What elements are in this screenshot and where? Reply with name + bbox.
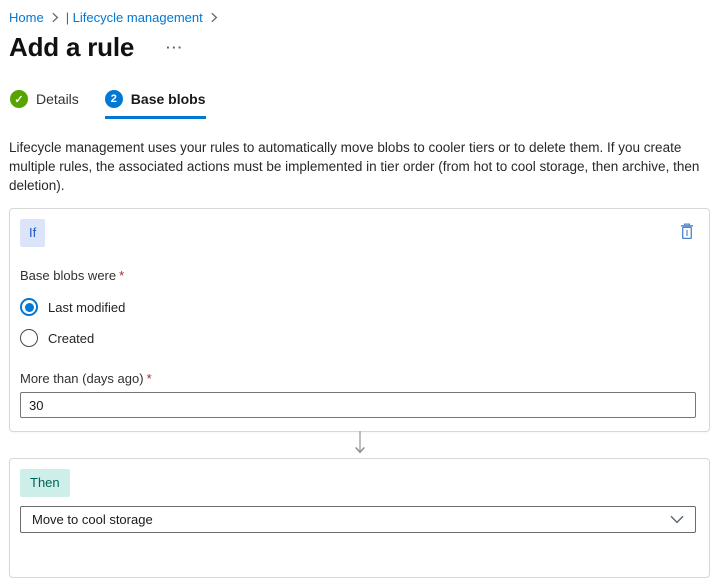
tab-base-blobs-label: Base blobs [130, 91, 206, 107]
radio-unselected-icon [20, 329, 38, 347]
base-blobs-were-label: Base blobs were * [20, 268, 125, 284]
description-text: Lifecycle management uses your rules to automatically move blobs to cooler tiers or to delete them. If you create multiple rules, the associated actions must be implemented in tier order (from hot to cool storage, then archive, then deletion). [9, 140, 700, 194]
title-row [9, 32, 710, 63]
then-action-card [9, 458, 710, 578]
days-ago-input[interactable] [20, 392, 696, 418]
radio-created[interactable] [20, 329, 696, 347]
radio-last-modified-label: Last modified [48, 299, 126, 315]
trash-icon [680, 228, 694, 243]
if-badge: If [20, 219, 45, 247]
if-card-header [20, 219, 696, 247]
chevron-down-icon [670, 512, 684, 527]
breadcrumb-home-link[interactable]: Home [9, 10, 44, 25]
delete-rule-button[interactable] [678, 221, 696, 242]
tab-base-blobs[interactable] [105, 90, 206, 119]
then-card-header [20, 469, 696, 497]
breadcrumb [9, 10, 710, 25]
chevron-right-icon [51, 12, 59, 23]
breadcrumb-lifecycle-link[interactable]: | Lifecycle management [65, 10, 203, 25]
more-than-days-label: More than (days ago) * [20, 371, 152, 387]
wizard-tabs [9, 90, 710, 119]
arrow-down-icon [353, 431, 367, 459]
if-condition-card [9, 208, 710, 432]
radio-selected-icon [20, 298, 38, 316]
flow-connector [9, 432, 710, 458]
check-icon: ✓ [10, 90, 28, 108]
then-action-dropdown[interactable] [20, 506, 696, 533]
then-action-dropdown-value: Move to cool storage [32, 511, 153, 527]
required-asterisk: * [119, 268, 125, 284]
radio-last-modified[interactable] [20, 298, 696, 316]
then-badge: Then [20, 469, 70, 497]
step-2-badge: 2 [105, 90, 123, 108]
tab-details-label: Details [36, 91, 79, 107]
more-options-icon[interactable]: ··· [166, 40, 184, 55]
tab-details[interactable] [10, 90, 79, 119]
page-title: Add a rule [9, 32, 135, 62]
required-asterisk: * [146, 371, 152, 387]
chevron-right-icon [210, 12, 218, 23]
radio-created-label: Created [48, 330, 95, 346]
